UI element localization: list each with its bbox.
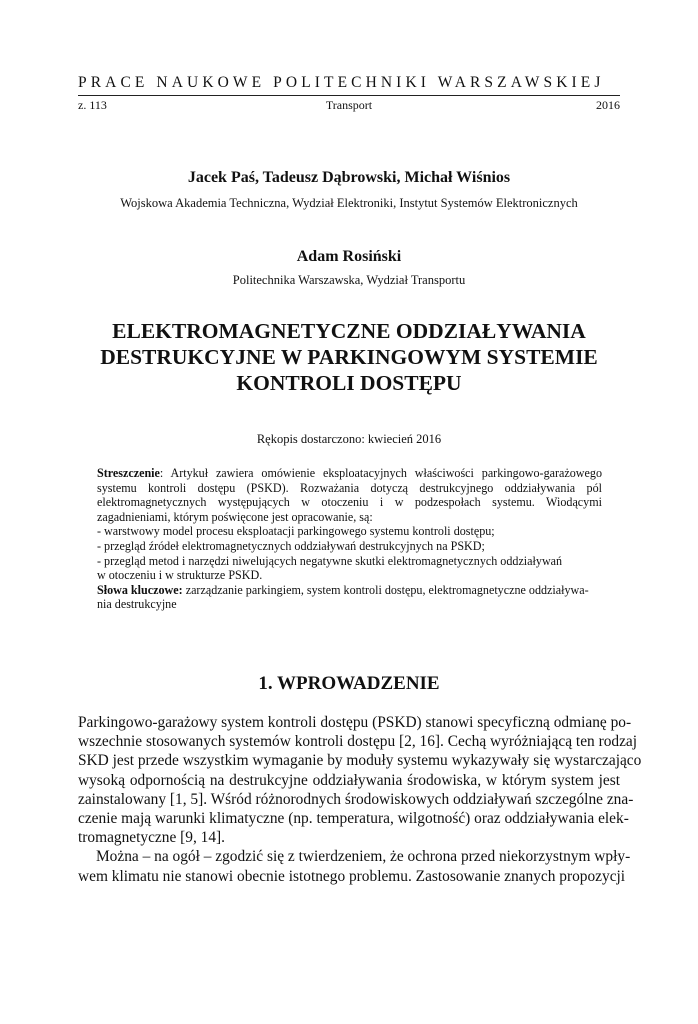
abstract-line: elektromagnetycznych występujących w otoczeniu i w podzespołach systemu. Wiodącymi bbox=[97, 495, 602, 510]
body-line: wszechnie stosowanych systemów kontroli dostępu [2, 16]. Cechą wyróżniającą ten rodzaj bbox=[78, 733, 638, 751]
author-list-2: Adam Rosiński bbox=[296, 248, 402, 265]
body-line: Można – na ogół – zgodzić się z twierdzeniem, że ochrona przed niekorzystnym wpły- bbox=[96, 848, 631, 866]
body-line: Parkingowo-garażowy system kontroli dostępu (PSKD) stanowi specyficzną odmianę po- bbox=[78, 714, 632, 731]
title-line: ELEKTROMAGNETYCZNE ODDZIAŁYWANIA bbox=[112, 319, 586, 343]
section-heading: 1. WPROWADZENIE bbox=[258, 673, 440, 694]
series-name: Transport bbox=[325, 98, 373, 112]
abstract-line: systemu kontroli dostępu (PSKD). Rozważania dotyczą destrukcyjnego oddziaływania pól bbox=[97, 480, 602, 495]
journal-title: PRACE NAUKOWE POLITECHNIKI WARSZAWSKIEJ bbox=[78, 74, 605, 91]
keywords-label: Słowa kluczowe: bbox=[97, 582, 183, 597]
abstract-line: - przegląd źródeł elektromagnetycznych oddziaływań destrukcyjnych na PSKD; bbox=[97, 538, 485, 553]
body-text bbox=[78, 713, 642, 886]
body-line: tromagnetyczne [9, 14]. bbox=[78, 829, 226, 847]
body-line: wysoką odpornością na destrukcyjne oddziaływania środowiska, w którym system jest bbox=[78, 771, 620, 789]
volume-number: z. 113 bbox=[78, 98, 107, 112]
header-meta bbox=[78, 98, 620, 114]
publication-year: 2016 bbox=[596, 98, 620, 112]
abstract-line: Streszczenie: Artykuł zawiera omówienie eksploatacyjnych właściwości parkingowo-garażowego bbox=[97, 466, 602, 480]
abstract-line: zagadnieniami, którym poświęcone jest opracowanie, są: bbox=[97, 509, 373, 524]
body-line: SKD jest przede wszystkim wymaganie by moduły systemu wykazywały się wystarczająco bbox=[78, 752, 642, 770]
abstract-line: - przegląd metod i narzędzi niwelujących negatywne skutki elektromagnetycznych oddziaływań bbox=[97, 553, 563, 568]
keywords-line: Słowa kluczowe: zarządzanie parkingiem, system kontroli dostępu, elektromagnetyczne oddziaływa- bbox=[97, 582, 589, 597]
title-line: DESTRUKCYJNE W PARKINGOWYM SYSTEMIE bbox=[100, 345, 598, 369]
author-list-1: Jacek Paś, Tadeusz Dąbrowski, Michał Wiśnios bbox=[187, 169, 511, 186]
abstract bbox=[97, 466, 602, 612]
paper-title bbox=[60, 318, 638, 396]
body-line: zainstalowany [1, 5]. Wśród różnorodnych środowiskowych oddziaływań szczególne zna- bbox=[78, 790, 634, 808]
received-date: Rękopis dostarczono: kwiecień 2016 bbox=[256, 432, 442, 446]
affiliation-1: Wojskowa Akademia Techniczna, Wydział Elektroniki, Instytut Systemów Elektronicznych bbox=[120, 196, 578, 210]
body-line: wem klimatu nie stanowi obecnie istotnego problemu. Zastosowanie znanych propozycji bbox=[78, 867, 626, 885]
abstract-label: Streszczenie bbox=[97, 466, 160, 480]
body-line: czenie mają warunki klimatyczne (np. temperatura, wilgotność) oraz oddziaływania elek- bbox=[78, 810, 629, 828]
abstract-line: w otoczeniu i w strukturze PSKD. bbox=[97, 568, 263, 583]
header-rule bbox=[78, 95, 620, 96]
affiliation-2: Politechnika Warszawska, Wydział Transportu bbox=[232, 273, 466, 287]
abstract-line: - warstwowy model procesu eksploatacji parkingowego systemu kontroli dostępu; bbox=[97, 524, 495, 539]
keywords-line: nia destrukcyjne bbox=[97, 597, 177, 612]
title-line: KONTROLI DOSTĘPU bbox=[236, 371, 462, 395]
